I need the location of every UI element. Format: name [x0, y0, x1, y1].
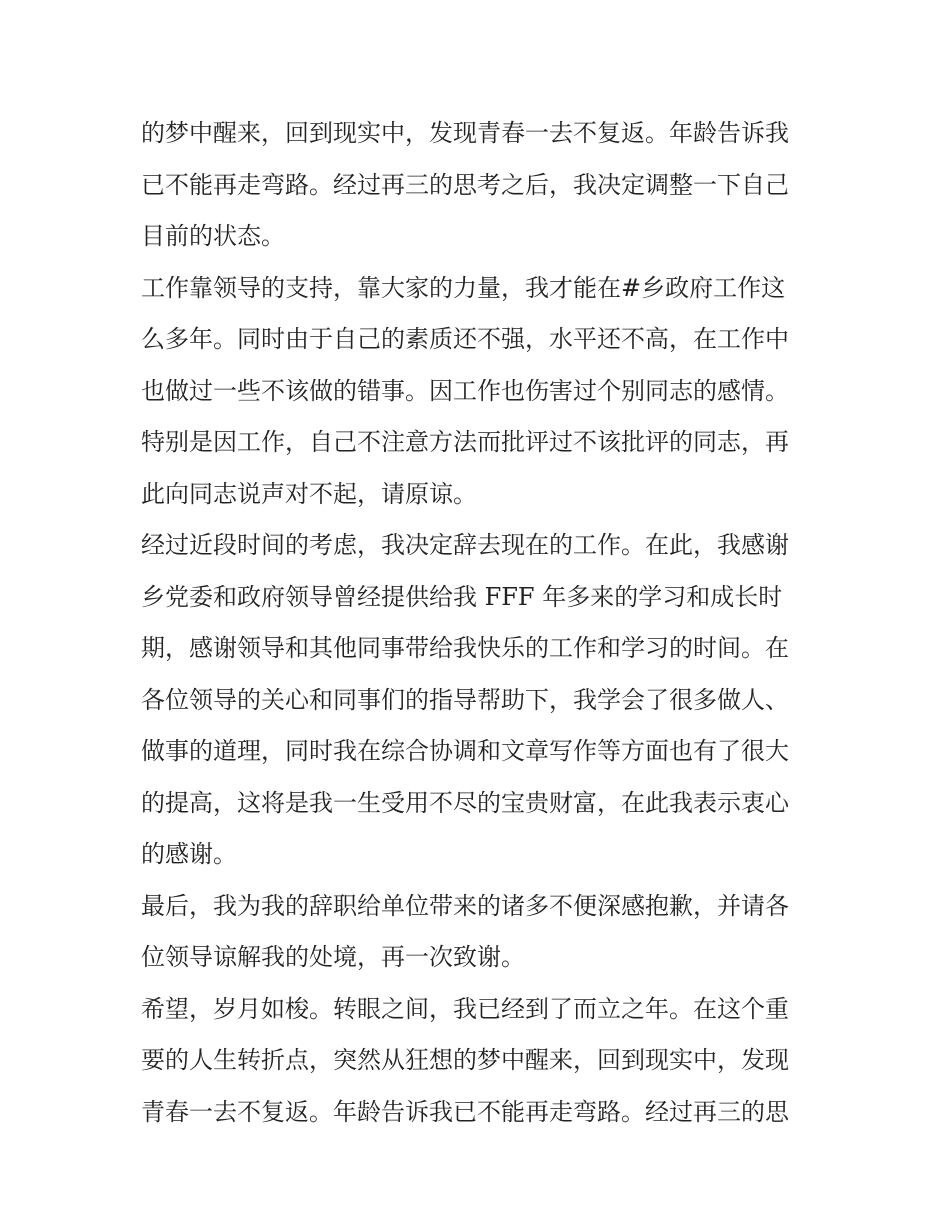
text-line: 目前的状态。: [141, 222, 285, 250]
text-line: 乡党委和政府领导曾经提供给我 FFF 年多来的学习和成长时: [141, 582, 783, 611]
text-line: 也做过一些不该做的错事。因工作也伤害过个别同志的感情。: [141, 376, 789, 405]
text-line: 的提高，这将是我一生受用不尽的宝贵财富，在此我表示衷心: [141, 788, 789, 817]
text-line: 青春一去不复返。年龄告诉我已不能再走弯路。经过再三的思: [141, 1097, 789, 1126]
text-line: 各位领导的关心和同事们的指导帮助下，我学会了很多做人、: [141, 685, 789, 714]
text-line: 此向同志说声对不起，请原谅。: [141, 479, 477, 508]
text-line: 的感谢。: [141, 840, 237, 868]
text-line: 的梦中醒来，回到现实中，发现青春一去不复返。年龄告诉我: [141, 119, 789, 147]
text-line: 经过近段时间的考虑，我决定辞去现在的工作。在此，我感谢: [141, 531, 789, 559]
text-line: 希望，岁月如梭。转眼之间，我已经到了而立之年。在这个重: [141, 994, 789, 1023]
text-line: 做事的道理，同时我在综合协调和文章写作等方面也有了很大: [141, 737, 789, 765]
text-line: 工作靠领导的支持，靠大家的力量，我才能在#乡政府工作这: [141, 273, 786, 302]
text-line: 最后，我为我的辞职给单位带来的诸多不便深感抱歉，并请各: [141, 891, 789, 920]
text-line: 期，感谢领导和其他同事带给我快乐的工作和学习的时间。在: [141, 634, 789, 662]
text-line: 位领导谅解我的处境，再一次致谢。: [141, 943, 525, 971]
text-line: 么多年。同时由于自己的素质还不强，水平还不高，在工作中: [141, 325, 789, 353]
text-line: 要的人生转折点，突然从狂想的梦中醒来，回到现实中，发现: [141, 1046, 789, 1074]
text-line: 已不能再走弯路。经过再三的思考之后，我决定调整一下自己: [141, 170, 789, 199]
document-body: [141, 108, 821, 1138]
text-line: 特别是因工作，自己不注意方法而批评过不该批评的同志，再: [141, 428, 789, 456]
